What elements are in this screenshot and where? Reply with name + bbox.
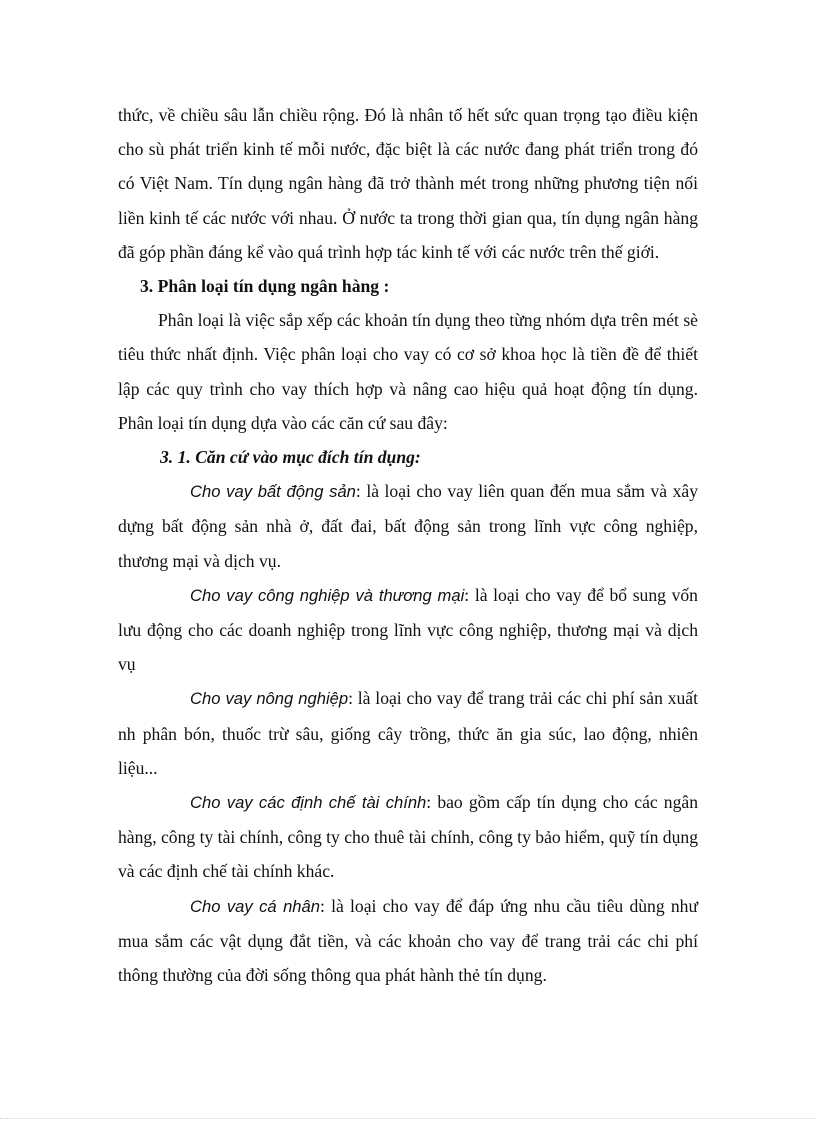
loan-type-paragraph xyxy=(118,681,698,785)
loan-type-paragraph xyxy=(118,474,698,578)
page-content xyxy=(118,98,698,992)
loan-type-paragraph xyxy=(118,785,698,889)
intro-paragraph: thức, về chiều sâu lẫn chiều rộng. Đó là nhân tố hết sức quan trọng tạo điều kiện cho sù phát triển kinh tế mỗi nước, đặc biệt là các nước đang phát triển trong đó có Việt Nam. Tín dụng ngân hàng đã trở thành mét trong những phương tiện nối liền kinh tế các nước với nhau. Ở nước ta trong thời gian qua, tín dụng ngân hàng đã góp phần đáng kể vào quá trình hợp tác kinh tế với các nước trên thế giới. xyxy=(118,105,698,262)
term-separator: : xyxy=(348,688,358,709)
subsection-3-1-heading: 3. 1. Căn cứ vào mục đích tín dụng: xyxy=(160,447,421,468)
loan-type-term: Cho vay bất động sản xyxy=(190,482,356,502)
loan-type-description: là loại cho vay để đáp ứng nhu cầu tiêu dùng như mua sắm các vật dụng đắt tiền, và các khoản cho vay để trang trải các chi phí thông thường của đời sống thông qua phát hành thẻ tín dụng. xyxy=(118,895,698,986)
term-separator: : xyxy=(464,584,475,605)
loan-type-description: là loại cho vay để bổ sung vốn lưu động cho các doanh nghiệp trong lĩnh vực công nghiệp, thương mại và dịch vụ xyxy=(118,584,698,675)
loan-type-description: là loại cho vay liên quan đến mua sắm và xây dựng bất động sản nhà ở, đất đai, bất động sản trong lĩnh vực công nghiệp, thương mại và dịch vụ. xyxy=(118,481,698,571)
section-3-paragraph: Phân loại là việc sắp xếp các khoản tín dụng theo từng nhóm dựa trên mét sè tiêu thức nhất định. Việc phân loại cho vay có cơ sở khoa học là tiền đề để thiết lập các quy trình cho vay thích hợp và nâng cao hiệu quả hoạt động tín dụng. Phân loại tín dụng dựa vào các căn cứ sau đây: xyxy=(118,310,698,433)
term-separator: : xyxy=(426,792,438,813)
loan-type-description: bao gồm cấp tín dụng cho các ngân hàng, công ty tài chính, công ty cho thuê tài chính, công ty bảo hiểm, quỹ tín dụng và các định chế tài chính khác. xyxy=(118,792,698,882)
loan-type-term: Cho vay các định chế tài chính xyxy=(190,793,427,813)
loan-type-term: Cho vay công nghiệp và thương mại xyxy=(190,585,465,605)
loan-type-term: Cho vay nông nghiệp xyxy=(190,689,349,709)
loan-type-paragraph xyxy=(118,578,698,682)
loan-type-term: Cho vay cá nhân xyxy=(190,896,320,916)
term-separator: : xyxy=(319,895,332,916)
page-bottom-divider xyxy=(0,1118,816,1119)
loan-type-description: là loại cho vay để trang trải các chi phí sản xuất nh phân bón, thuốc trừ sâu, giống cây trồng, thức ăn gia súc, lao động, nhiên liệu... xyxy=(118,688,698,778)
term-separator: : xyxy=(355,481,367,502)
section-3-heading: 3. Phân loại tín dụng ngân hàng : xyxy=(140,276,390,297)
loan-type-paragraph xyxy=(118,889,698,993)
